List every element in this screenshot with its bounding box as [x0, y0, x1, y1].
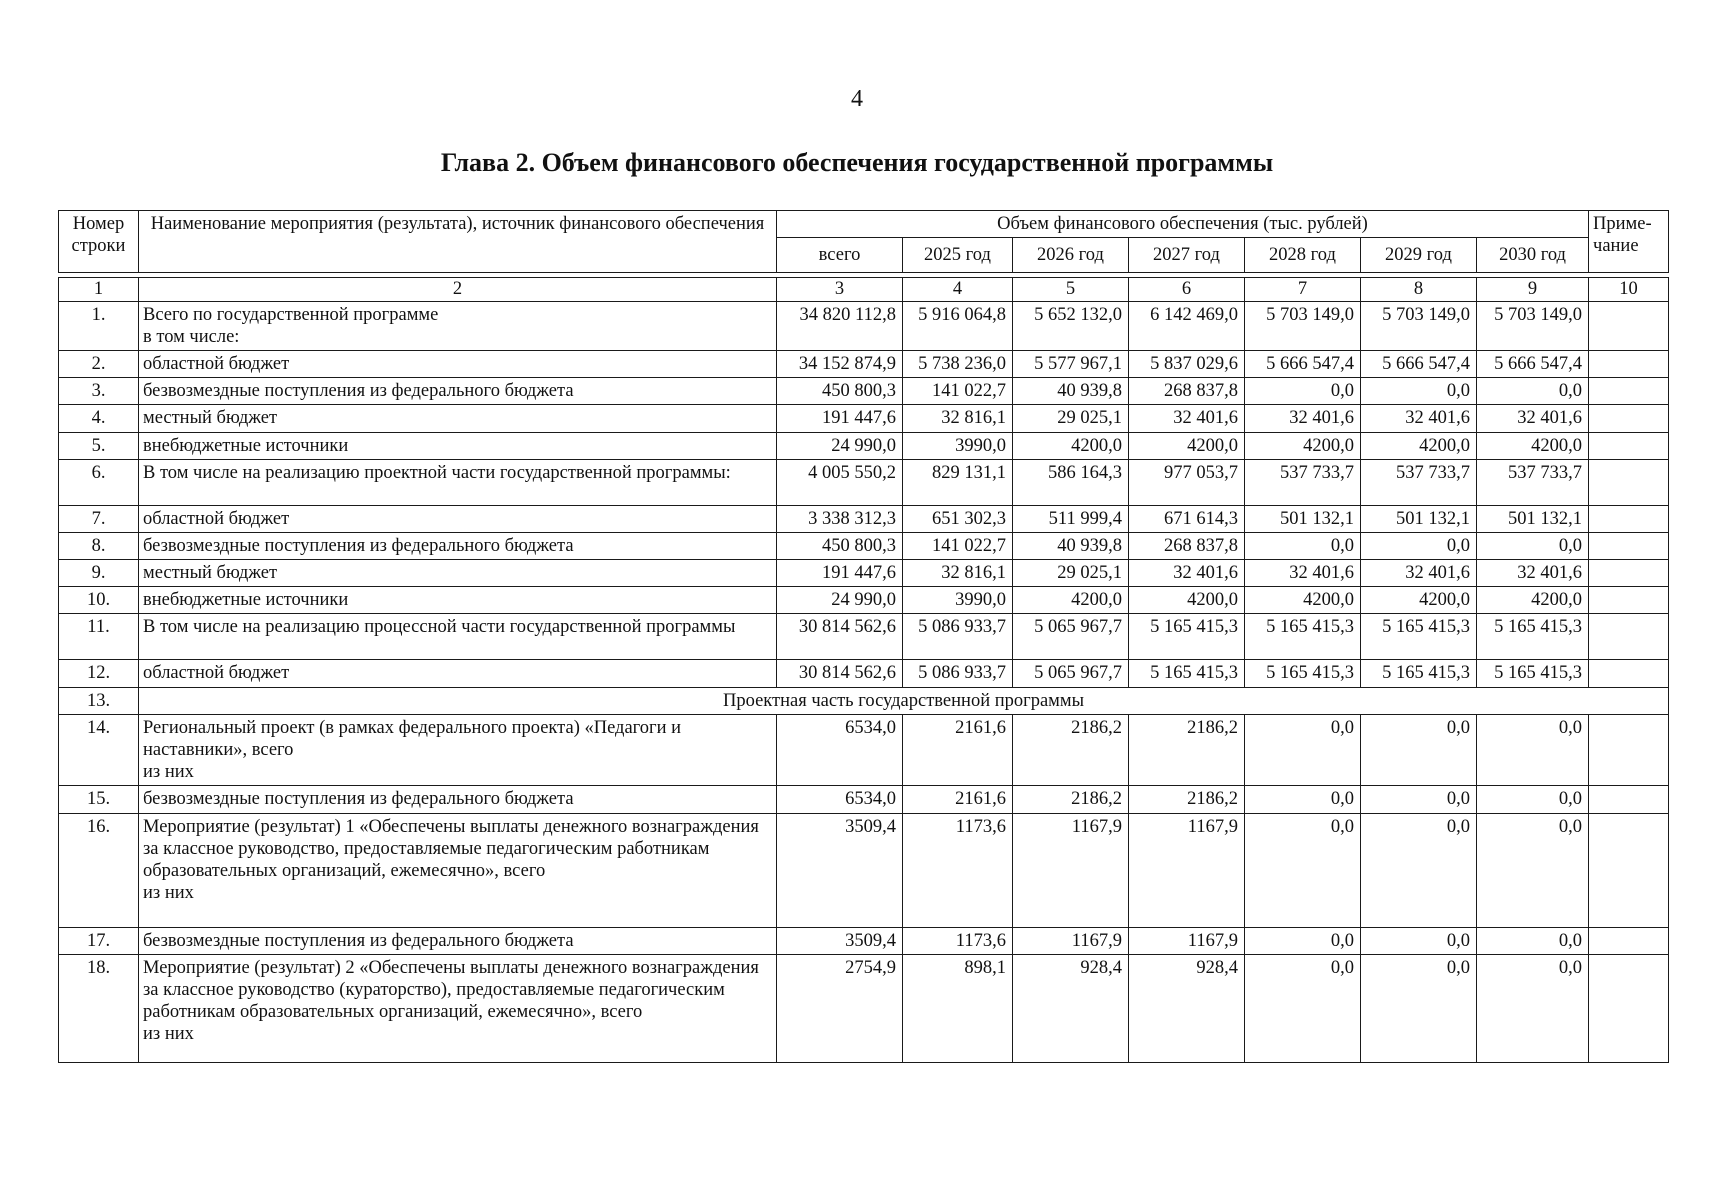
value-cell: 4 005 550,2	[777, 459, 903, 505]
value-cell: 537 733,7	[1245, 459, 1361, 505]
note-cell	[1589, 432, 1669, 459]
value-cell: 32 401,6	[1477, 405, 1589, 432]
value-cell: 0,0	[1245, 378, 1361, 405]
value-cell: 3509,4	[777, 813, 903, 927]
value-cell: 501 132,1	[1361, 505, 1477, 532]
value-cell: 4200,0	[1361, 587, 1477, 614]
value-cell: 5 837 029,6	[1129, 350, 1245, 377]
value-cell: 4200,0	[1129, 432, 1245, 459]
value-cell: 1167,9	[1129, 813, 1245, 927]
value-cell: 5 738 236,0	[903, 350, 1013, 377]
value-cell: 32 816,1	[903, 560, 1013, 587]
column-number: 2	[139, 278, 777, 301]
row-label: Региональный проект (в рамках федерального проекта) «Педагоги и наставники», всего из них	[139, 714, 777, 786]
row-number: 17.	[59, 927, 139, 954]
header-volume: Объем финансового обеспечения (тыс. рублей)	[777, 211, 1589, 238]
table-body	[59, 273, 1669, 1062]
value-cell: 32 401,6	[1361, 560, 1477, 587]
value-cell: 5 065 967,7	[1013, 614, 1129, 660]
value-cell: 5 165 415,3	[1477, 614, 1589, 660]
value-cell: 34 152 874,9	[777, 350, 903, 377]
row-label: областной бюджет	[139, 505, 777, 532]
value-cell: 1173,6	[903, 813, 1013, 927]
table-row	[59, 954, 1669, 1062]
value-cell: 3 338 312,3	[777, 505, 903, 532]
value-cell: 0,0	[1245, 714, 1361, 786]
value-cell: 5 916 064,8	[903, 301, 1013, 350]
table-row	[59, 350, 1669, 377]
value-cell: 6534,0	[777, 786, 903, 813]
table-row	[59, 786, 1669, 813]
value-cell: 501 132,1	[1477, 505, 1589, 532]
value-cell: 5 703 149,0	[1477, 301, 1589, 350]
value-cell: 2754,9	[777, 954, 903, 1062]
value-cell: 4200,0	[1129, 587, 1245, 614]
value-cell: 0,0	[1477, 714, 1589, 786]
value-cell: 40 939,8	[1013, 378, 1129, 405]
note-cell	[1589, 614, 1669, 660]
value-cell: 5 165 415,3	[1477, 660, 1589, 687]
value-cell: 0,0	[1361, 954, 1477, 1062]
value-cell: 191 447,6	[777, 405, 903, 432]
value-cell: 1173,6	[903, 927, 1013, 954]
row-number: 11.	[59, 614, 139, 660]
row-number: 15.	[59, 786, 139, 813]
value-cell: 501 132,1	[1245, 505, 1361, 532]
value-cell: 268 837,8	[1129, 532, 1245, 559]
row-label: Мероприятие (результат) 2 «Обеспечены выплаты денежного вознаграждения за классное руководство (кураторство), предоставляемые педагогическим работникам образовательных организаций, ежемесячно», всего из них	[139, 954, 777, 1062]
financing-table	[58, 210, 1669, 1063]
note-cell	[1589, 660, 1669, 687]
row-label: В том числе на реализацию проектной части государственной программы:	[139, 459, 777, 505]
value-cell: 2186,2	[1129, 786, 1245, 813]
value-cell: 5 086 933,7	[903, 660, 1013, 687]
note-cell	[1589, 786, 1669, 813]
value-cell: 651 302,3	[903, 505, 1013, 532]
value-cell: 0,0	[1245, 813, 1361, 927]
value-cell: 191 447,6	[777, 560, 903, 587]
header-row-number: Номер строки	[59, 211, 139, 273]
table-row	[59, 532, 1669, 559]
value-cell: 671 614,3	[1129, 505, 1245, 532]
value-cell: 0,0	[1477, 786, 1589, 813]
header-total: всего	[777, 238, 903, 273]
value-cell: 1167,9	[1129, 927, 1245, 954]
value-cell: 4200,0	[1013, 432, 1129, 459]
value-cell: 829 131,1	[903, 459, 1013, 505]
page-title: Глава 2. Объем финансового обеспечения государственной программы	[440, 148, 1274, 177]
table-row	[59, 560, 1669, 587]
value-cell: 34 820 112,8	[777, 301, 903, 350]
row-label: безвозмездные поступления из федерального бюджета	[139, 378, 777, 405]
value-cell: 141 022,7	[903, 378, 1013, 405]
value-cell: 5 165 415,3	[1361, 614, 1477, 660]
value-cell: 0,0	[1477, 954, 1589, 1062]
column-number: 6	[1129, 278, 1245, 301]
note-cell	[1589, 505, 1669, 532]
header-2026: 2026 год	[1013, 238, 1129, 273]
row-label: областной бюджет	[139, 350, 777, 377]
value-cell: 32 401,6	[1129, 560, 1245, 587]
row-number: 1.	[59, 301, 139, 350]
value-cell: 5 165 415,3	[1245, 614, 1361, 660]
table-row	[59, 459, 1669, 505]
value-cell: 928,4	[1129, 954, 1245, 1062]
value-cell: 24 990,0	[777, 587, 903, 614]
row-number: 2.	[59, 350, 139, 377]
table-row	[59, 378, 1669, 405]
value-cell: 32 401,6	[1361, 405, 1477, 432]
value-cell: 450 800,3	[777, 532, 903, 559]
column-number: 9	[1477, 278, 1589, 301]
row-number: 9.	[59, 560, 139, 587]
row-label: внебюджетные источники	[139, 432, 777, 459]
value-cell: 5 165 415,3	[1129, 614, 1245, 660]
value-cell: 5 065 967,7	[1013, 660, 1129, 687]
note-cell	[1589, 954, 1669, 1062]
row-number: 4.	[59, 405, 139, 432]
column-number: 1	[59, 278, 139, 301]
page-number: 4	[851, 86, 863, 112]
value-cell: 0,0	[1245, 954, 1361, 1062]
row-label: местный бюджет	[139, 405, 777, 432]
value-cell: 0,0	[1245, 532, 1361, 559]
column-number: 4	[903, 278, 1013, 301]
table-row	[59, 405, 1669, 432]
value-cell: 5 577 967,1	[1013, 350, 1129, 377]
value-cell: 0,0	[1477, 532, 1589, 559]
row-number: 8.	[59, 532, 139, 559]
row-label: безвозмездные поступления из федерального бюджета	[139, 532, 777, 559]
value-cell: 5 165 415,3	[1129, 660, 1245, 687]
value-cell: 5 652 132,0	[1013, 301, 1129, 350]
note-cell	[1589, 532, 1669, 559]
row-label: безвозмездные поступления из федерального бюджета	[139, 786, 777, 813]
value-cell: 40 939,8	[1013, 532, 1129, 559]
table-row	[59, 587, 1669, 614]
value-cell: 511 999,4	[1013, 505, 1129, 532]
value-cell: 0,0	[1361, 378, 1477, 405]
value-cell: 2186,2	[1013, 786, 1129, 813]
value-cell: 2161,6	[903, 714, 1013, 786]
value-cell: 0,0	[1477, 378, 1589, 405]
value-cell: 5 666 547,4	[1245, 350, 1361, 377]
value-cell: 4200,0	[1361, 432, 1477, 459]
value-cell: 4200,0	[1477, 432, 1589, 459]
value-cell: 6534,0	[777, 714, 903, 786]
column-number: 7	[1245, 278, 1361, 301]
column-number: 8	[1361, 278, 1477, 301]
value-cell: 5 165 415,3	[1245, 660, 1361, 687]
value-cell: 32 401,6	[1245, 560, 1361, 587]
row-number: 5.	[59, 432, 139, 459]
value-cell: 0,0	[1361, 927, 1477, 954]
value-cell: 0,0	[1245, 927, 1361, 954]
header-2027: 2027 год	[1129, 238, 1245, 273]
value-cell: 898,1	[903, 954, 1013, 1062]
note-cell	[1589, 927, 1669, 954]
value-cell: 3509,4	[777, 927, 903, 954]
value-cell: 0,0	[1477, 927, 1589, 954]
note-cell	[1589, 459, 1669, 505]
value-cell: 1167,9	[1013, 813, 1129, 927]
value-cell: 586 164,3	[1013, 459, 1129, 505]
row-label: Всего по государственной программе в том числе:	[139, 301, 777, 350]
value-cell: 1167,9	[1013, 927, 1129, 954]
value-cell: 5 666 547,4	[1361, 350, 1477, 377]
table-row	[59, 301, 1669, 350]
value-cell: 450 800,3	[777, 378, 903, 405]
value-cell: 0,0	[1361, 813, 1477, 927]
value-cell: 32 401,6	[1477, 560, 1589, 587]
table-row	[59, 660, 1669, 687]
value-cell: 4200,0	[1245, 432, 1361, 459]
header-note: Приме-чание	[1589, 211, 1669, 273]
value-cell: 2186,2	[1013, 714, 1129, 786]
note-cell	[1589, 560, 1669, 587]
note-cell	[1589, 587, 1669, 614]
value-cell: 0,0	[1477, 813, 1589, 927]
value-cell: 32 401,6	[1129, 405, 1245, 432]
row-number: 18.	[59, 954, 139, 1062]
value-cell: 5 703 149,0	[1361, 301, 1477, 350]
row-label: В том числе на реализацию процессной части государственной программы	[139, 614, 777, 660]
row-number: 14.	[59, 714, 139, 786]
row-label: безвозмездные поступления из федерального бюджета	[139, 927, 777, 954]
table-row	[59, 614, 1669, 660]
row-number: 3.	[59, 378, 139, 405]
row-number: 13.	[59, 687, 139, 714]
value-cell: 977 053,7	[1129, 459, 1245, 505]
note-cell	[1589, 813, 1669, 927]
value-cell: 141 022,7	[903, 532, 1013, 559]
value-cell: 537 733,7	[1477, 459, 1589, 505]
table-row	[59, 714, 1669, 786]
value-cell: 5 086 933,7	[903, 614, 1013, 660]
row-number: 10.	[59, 587, 139, 614]
note-cell	[1589, 405, 1669, 432]
value-cell: 537 733,7	[1361, 459, 1477, 505]
table-row	[59, 687, 1669, 714]
table-row	[59, 505, 1669, 532]
row-number: 6.	[59, 459, 139, 505]
value-cell: 32 816,1	[903, 405, 1013, 432]
value-cell: 24 990,0	[777, 432, 903, 459]
value-cell: 928,4	[1013, 954, 1129, 1062]
value-cell: 32 401,6	[1245, 405, 1361, 432]
value-cell: 29 025,1	[1013, 560, 1129, 587]
value-cell: 4200,0	[1477, 587, 1589, 614]
row-number: 16.	[59, 813, 139, 927]
note-cell	[1589, 714, 1669, 786]
header-2030: 2030 год	[1477, 238, 1589, 273]
value-cell: 268 837,8	[1129, 378, 1245, 405]
value-cell: 4200,0	[1013, 587, 1129, 614]
table-row	[59, 927, 1669, 954]
value-cell: 5 165 415,3	[1361, 660, 1477, 687]
row-label: Мероприятие (результат) 1 «Обеспечены выплаты денежного вознаграждения за классное руководство, предоставляемые педагогическим работникам образовательных организаций, ежемесячно», всего из них	[139, 813, 777, 927]
value-cell: 30 814 562,6	[777, 614, 903, 660]
value-cell: 3990,0	[903, 587, 1013, 614]
column-number: 5	[1013, 278, 1129, 301]
value-cell: 4200,0	[1245, 587, 1361, 614]
section-heading: Проектная часть государственной программы	[139, 687, 1669, 714]
row-label: местный бюджет	[139, 560, 777, 587]
column-number: 3	[777, 278, 903, 301]
value-cell: 0,0	[1361, 714, 1477, 786]
value-cell: 5 703 149,0	[1245, 301, 1361, 350]
row-label: областной бюджет	[139, 660, 777, 687]
value-cell: 0,0	[1245, 786, 1361, 813]
header-2029: 2029 год	[1361, 238, 1477, 273]
value-cell: 2186,2	[1129, 714, 1245, 786]
column-number: 10	[1589, 278, 1669, 301]
value-cell: 0,0	[1361, 532, 1477, 559]
value-cell: 29 025,1	[1013, 405, 1129, 432]
note-cell	[1589, 301, 1669, 350]
table-row	[59, 432, 1669, 459]
column-numbers-row	[59, 278, 1669, 301]
value-cell: 2161,6	[903, 786, 1013, 813]
value-cell: 5 666 547,4	[1477, 350, 1589, 377]
row-label: внебюджетные источники	[139, 587, 777, 614]
header-2028: 2028 год	[1245, 238, 1361, 273]
value-cell: 6 142 469,0	[1129, 301, 1245, 350]
header-name: Наименование мероприятия (результата), источник финансового обеспечения	[139, 211, 777, 273]
row-number: 7.	[59, 505, 139, 532]
note-cell	[1589, 378, 1669, 405]
value-cell: 3990,0	[903, 432, 1013, 459]
table-row	[59, 813, 1669, 927]
header-2025: 2025 год	[903, 238, 1013, 273]
value-cell: 0,0	[1361, 786, 1477, 813]
value-cell: 30 814 562,6	[777, 660, 903, 687]
note-cell	[1589, 350, 1669, 377]
row-number: 12.	[59, 660, 139, 687]
